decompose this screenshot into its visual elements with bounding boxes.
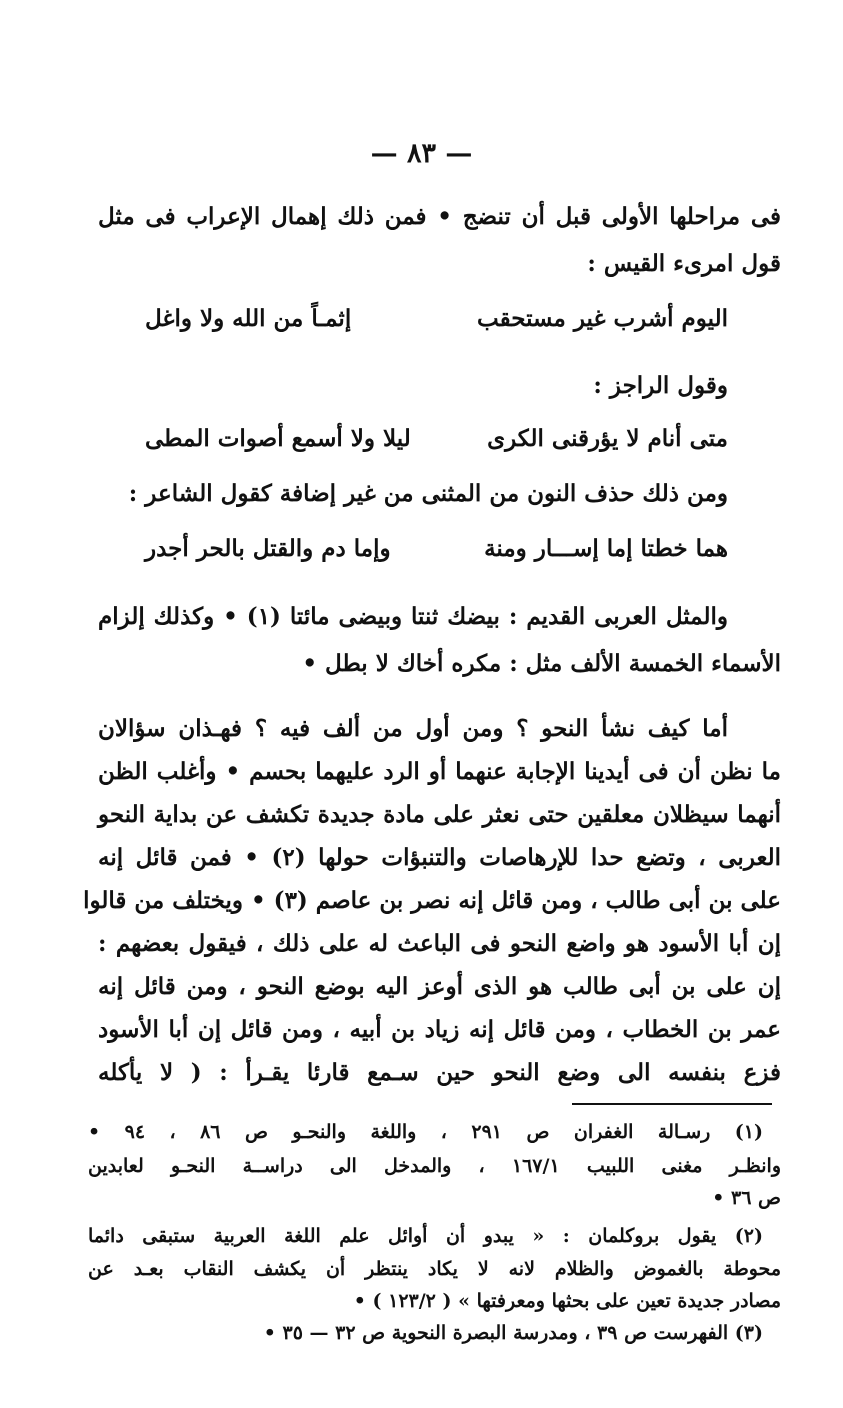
page-number: — ٨٣ — xyxy=(370,138,473,169)
verse-1-second-hemistich: إثمـاً من الله ولا واغل xyxy=(145,305,352,332)
proverb-line-2: الأسماء الخمسة الألف مثل : مكره أخاك لا بطل • xyxy=(302,650,781,677)
paragraph-line: عمر بن الخطاب ، ومن قائل إنه زياد بن أبيه ، ومن قائل إن أبا الأسود xyxy=(98,1016,781,1043)
verse-3-second-hemistich: وإما دم والقتل بالحر أجدر xyxy=(145,535,391,562)
footnote-separator xyxy=(572,1103,772,1105)
paragraph-line: فزع بنفسه الى وضع النحو حين سـمع قارئا يقـرأ : ( لا يأكله xyxy=(98,1059,781,1086)
paragraph-line: على بن أبى طالب ، ومن قائل إنه نصر بن عاصم (٣) • ويختلف من قالوا xyxy=(83,887,781,914)
paragraph-line: العربى ، وتضع حدا للإرهاصات والتنبؤات حولها (٢) • فمن قائل إنه xyxy=(98,844,782,871)
paragraph-line: ما نظن أن فى أيدينا الإجابة عنهما أو الرد عليهما بحسم • وأغلب الظن xyxy=(98,758,781,785)
footnote-2-line: محوطة بالغموض والظلام لانه لا يكاد ينتظر أن يكشف النقاب بعـد عن xyxy=(88,1258,781,1280)
paragraph-line: إن على بن أبى طالب هو الذى أوعز اليه بوضع النحو ، ومن قائل إنه xyxy=(98,973,781,1000)
intro-line-2: قول امرىء القيس : xyxy=(587,250,781,277)
dual-intro: ومن ذلك حذف النون من المثنى من غير إضافة كقول الشاعر : xyxy=(128,480,728,507)
verse-2-second-hemistich: ليلا ولا أسمع أصوات المطى xyxy=(145,425,411,452)
rajaz-intro: وقول الراجز : xyxy=(593,372,728,399)
footnote-1-line: ص ٣٦ • xyxy=(712,1187,781,1209)
footnote-1-line: وانظـر مغنى اللبيب ١٦٧/١ ، والمدخل الى دراســة النحـو لعابدين xyxy=(88,1155,782,1177)
intro-line-1: فى مراحلها الأولى قبل أن تنضج • فمن ذلك إهمال الإعراب فى مثل xyxy=(98,203,781,230)
verse-3-first-hemistich: هما خطتا إما إســـار ومنة xyxy=(484,535,728,562)
paragraph-line: إن أبا الأسود هو واضع النحو فى الباعث له على ذلك ، فيقول بعضهم : xyxy=(98,930,781,957)
verse-1-first-hemistich: اليوم أشرب غير مستحقب xyxy=(477,305,728,332)
verse-2-first-hemistich: متى أنام لا يؤرقنى الكرى xyxy=(487,425,728,452)
proverb-line-1: والمثل العربى القديم : بيضك ثنتا وبيضى مائتا (١) • وكذلك إلزام xyxy=(98,603,728,630)
footnote-2-line: مصادر جديدة تعين على بحثها ومعرفتها » ( ١٢٣/٢ ) • xyxy=(353,1290,781,1312)
footnote-2-line: (٢) يقول بروكلمان : « يبدو أن أوائل علم اللغة العربية ستبقى دائما xyxy=(88,1225,763,1247)
paragraph-line: أما كيف نشأ النحو ؟ ومن أول من ألف فيه ؟ فهـذان سؤالان xyxy=(98,715,728,742)
footnote-3: (٣) الفهرست ص ٣٩ ، ومدرسة البصرة النحوية ص ٣٢ — ٣٥ • xyxy=(263,1322,763,1344)
paragraph-line: أنهما سيظلان معلقين حتى نعثر على مادة جديدة تكشف عن بداية النحو xyxy=(98,801,781,828)
footnote-1-line: (١) رسـالة الغفران ص ٢٩١ ، واللغة والنحـو ص ٨٦ ، ٩٤ • xyxy=(88,1121,763,1143)
